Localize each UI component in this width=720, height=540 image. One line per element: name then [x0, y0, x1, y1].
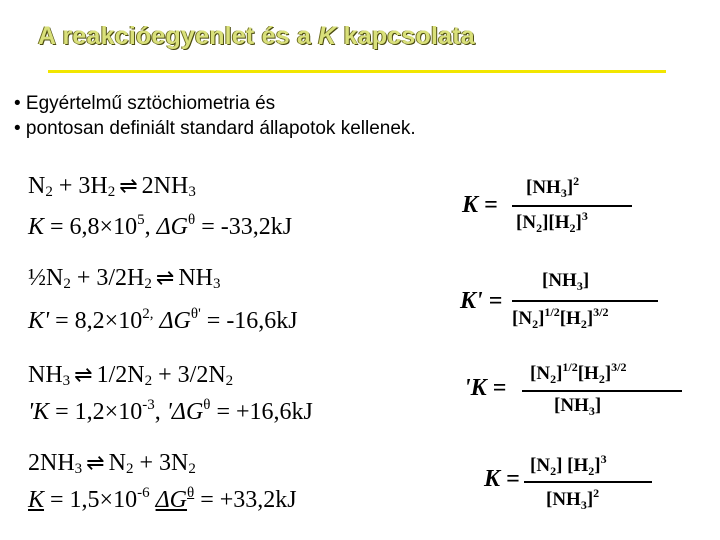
formula-numerator: $[N_2]^{1/2}[H_2]^{3/2}$: [530, 360, 627, 386]
formula-lhs: K =: [484, 466, 520, 492]
reaction-3: $NH_3$ ⇌ $1/2N_2 + 3/2N_2$: [28, 362, 234, 389]
formula-lhs: 'K =: [464, 375, 507, 401]
title-underline: [48, 70, 666, 73]
fraction-bar: [512, 205, 632, 207]
formula-denominator: $[NH_3]$: [554, 395, 602, 418]
fraction-bar: [512, 300, 658, 302]
bullet-list: [14, 91, 416, 141]
constants-2: $K' = 8,2\times 10^{2,}$ $\Delta G^{\theta'} = -16,6kJ$: [28, 306, 298, 334]
formula-denominator: $[N_2]^{1/2}[H_2]^{3/2}$: [512, 305, 609, 331]
reaction-1: $N_2 + 3H_2$ ⇌ $2NH_3$: [28, 173, 196, 200]
formula-2: [460, 268, 680, 338]
bullet-item: • pontosan definiált standard állapotok kellenek.: [14, 118, 416, 139]
formula-numerator: $[NH_3]$: [542, 270, 590, 293]
reaction-2: $\frac{1}{2}N_2 + 3/2H_2$ ⇌ $NH_3$: [28, 265, 221, 292]
equilibrium-arrow: ⇌: [74, 362, 93, 387]
fraction-bar: [522, 390, 682, 392]
fraction-bar: [524, 481, 652, 483]
equilibrium-arrow: ⇌: [119, 173, 138, 198]
formula-numerator: $[NH_3]^2$: [526, 174, 580, 200]
title-text: A reakcióegyenlet és a: [38, 22, 319, 50]
formula-3: [464, 358, 704, 428]
title-text-end: kapcsolata: [336, 22, 475, 50]
constants-1: $K = 6,8\times 10^5$, $\Delta G^\theta = -33,2kJ$: [28, 212, 293, 240]
formula-4: [484, 450, 704, 520]
constants-3: '$K = 1,2\times 10^{-3}$, '$\Delta G^\theta = +16,6kJ$: [28, 397, 313, 425]
equilibrium-arrow: ⇌: [155, 265, 175, 290]
formula-lhs: K =: [462, 192, 498, 218]
constants-4: $K = 1,5\times 10^{-6}$ $\Delta G^\theta = +33,2kJ$: [28, 485, 297, 513]
reaction-4: $2NH_3$ ⇌ $N_2 + 3N_2$: [28, 450, 196, 477]
title-variable: K: [318, 22, 337, 50]
formula-1: [462, 172, 662, 242]
formula-denominator: $[N_2][H_2]^3$: [516, 209, 588, 235]
formula-lhs: K' =: [460, 288, 503, 314]
slide-title: [38, 22, 475, 51]
formula-numerator: $[N_2]$ $[H_2]^3$: [530, 452, 607, 478]
bullet-item: • Egyértelmű sztöchiometria és: [14, 93, 276, 114]
formula-denominator: $[NH_3]^2$: [546, 486, 600, 512]
equilibrium-arrow: ⇌: [86, 450, 105, 475]
